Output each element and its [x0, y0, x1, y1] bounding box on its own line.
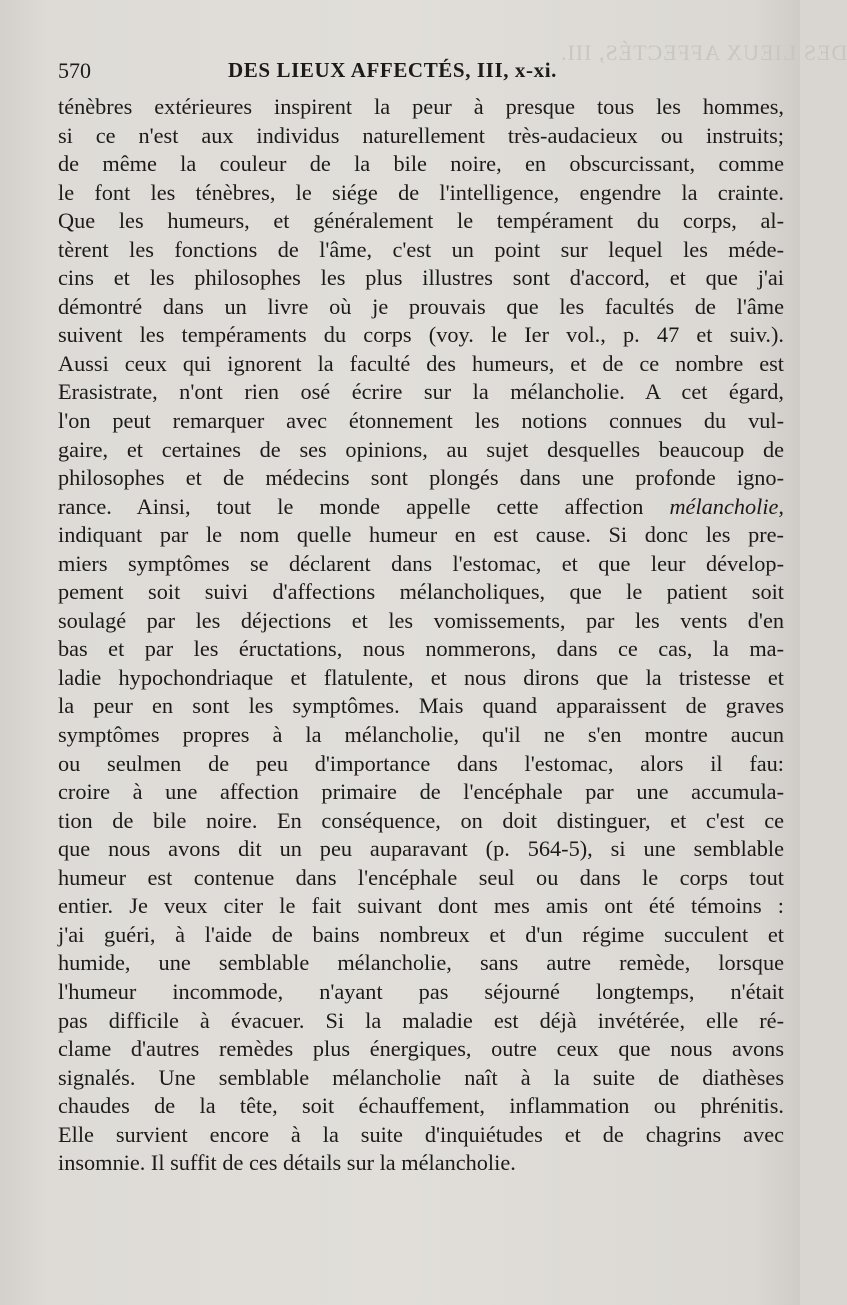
- text-line: entier. Je veux citer le fait suivant dont mes amis ont été témoins :: [58, 893, 784, 919]
- text-line-start: rance. Ainsi, tout le monde appelle cette affection: [58, 493, 644, 519]
- page-number: 570: [58, 58, 91, 83]
- text-line: de même la couleur de la bile noire, en obscurcissant, comme: [58, 151, 784, 177]
- text-line: humeur est contenue dans l'encéphale seul ou dans le corps tout: [58, 864, 784, 890]
- text-line: l'humeur incommode, n'ayant pas séjourné longtemps, n'était: [58, 978, 784, 1004]
- text-line: bas et par les éructations, nous nommerons, dans ce cas, la ma-: [58, 636, 784, 662]
- text-line: la peur en sont les symptômes. Mais quand apparaissent de graves: [58, 693, 784, 719]
- text-line: Que les humeurs, et généralement le tempérament du corps, al-: [58, 208, 784, 234]
- text-line: tion de bile noire. En conséquence, on doit distinguer, et c'est ce: [58, 807, 784, 833]
- text-line: indiquant par le nom quelle humeur en est cause. Si donc les pre-: [58, 522, 784, 548]
- bleed-through-text: DES LIEUX AFFECTÉS, III.: [560, 40, 847, 65]
- text-line: ou seulmen de peu d'importance dans l'estomac, alors il fau:: [58, 750, 784, 776]
- text-line: cins et les philosophes les plus illustres sont d'accord, et que j'ai: [58, 265, 784, 291]
- italic-term: mélancholie,: [669, 493, 784, 519]
- text-line: pas difficile à évacuer. Si la maladie est déjà invétérée, elle ré-: [58, 1007, 784, 1033]
- text-line: si ce n'est aux individus naturellement très-audacieux ou instruits;: [58, 122, 784, 148]
- text-line: Erasistrate, n'ont rien osé écrire sur la mélancholie. A cet égard,: [58, 379, 784, 405]
- text-line: miers symptômes se déclarent dans l'estomac, et que leur dévelop-: [58, 550, 784, 576]
- text-line: [58, 493, 784, 522]
- text-line: suivent les tempéraments du corps (voy. le Ier vol., p. 47 et suiv.).: [58, 322, 784, 348]
- text-line: philosophes et de médecins sont plongés dans une profonde igno-: [58, 465, 784, 491]
- text-line: clame d'autres remèdes plus énergiques, outre ceux que nous avons: [58, 1036, 784, 1062]
- text-line: chaudes de la tête, soit échauffement, inflammation ou phrénitis.: [58, 1093, 784, 1119]
- text-line: croire à une affection primaire de l'encéphale par une accumula-: [58, 779, 784, 805]
- text-line: démontré dans un livre où je prouvais que les facultés de l'âme: [58, 293, 784, 319]
- text-line: ténèbres extérieures inspirent la peur à presque tous les hommes,: [58, 94, 784, 119]
- text-line: gaire, et certaines de ses opinions, au sujet desquelles beaucoup de: [58, 436, 784, 462]
- text-line: l'on peut remarquer avec étonnement les notions connues du vul-: [58, 408, 784, 434]
- page-header: [50, 58, 790, 88]
- text-line: le font les ténèbres, le siége de l'intelligence, engendre la crainte.: [58, 179, 784, 205]
- text-line: insomnie. Il suffit de ces détails sur la mélancholie.: [58, 1150, 516, 1176]
- text-line: ladie hypochondriaque et flatulente, et nous dirons que la tristesse et: [58, 664, 784, 690]
- text-line: humide, une semblable mélancholie, sans autre remède, lorsque: [58, 950, 784, 976]
- running-title: DES LIEUX AFFECTÉS, III, x-xi.: [228, 58, 557, 82]
- text-line: tèrent les fonctions de l'âme, c'est un point sur lequel les méde-: [58, 236, 784, 262]
- text-line: symptômes propres à la mélancholie, qu'il ne s'en montre aucun: [58, 722, 784, 748]
- text-line: j'ai guéri, à l'aide de bains nombreux et d'un régime succulent et: [58, 921, 784, 947]
- text-line: soulagé par les déjections et les vomissements, par les vents d'en: [58, 607, 784, 633]
- text-line: pement soit suivi d'affections mélancholiques, que le patient soit: [58, 579, 784, 605]
- text-line: Elle survient encore à la suite d'inquiétudes et de chagrins avec: [58, 1121, 784, 1147]
- text-line: signalés. Une semblable mélancholie naît à la suite de diathèses: [58, 1064, 784, 1090]
- text-line: Aussi ceux qui ignorent la faculté des humeurs, et de ce nombre est: [58, 350, 784, 376]
- text-line: que nous avons dit un peu auparavant (p. 564-5), si une semblable: [58, 836, 784, 862]
- body-text: [58, 93, 784, 1178]
